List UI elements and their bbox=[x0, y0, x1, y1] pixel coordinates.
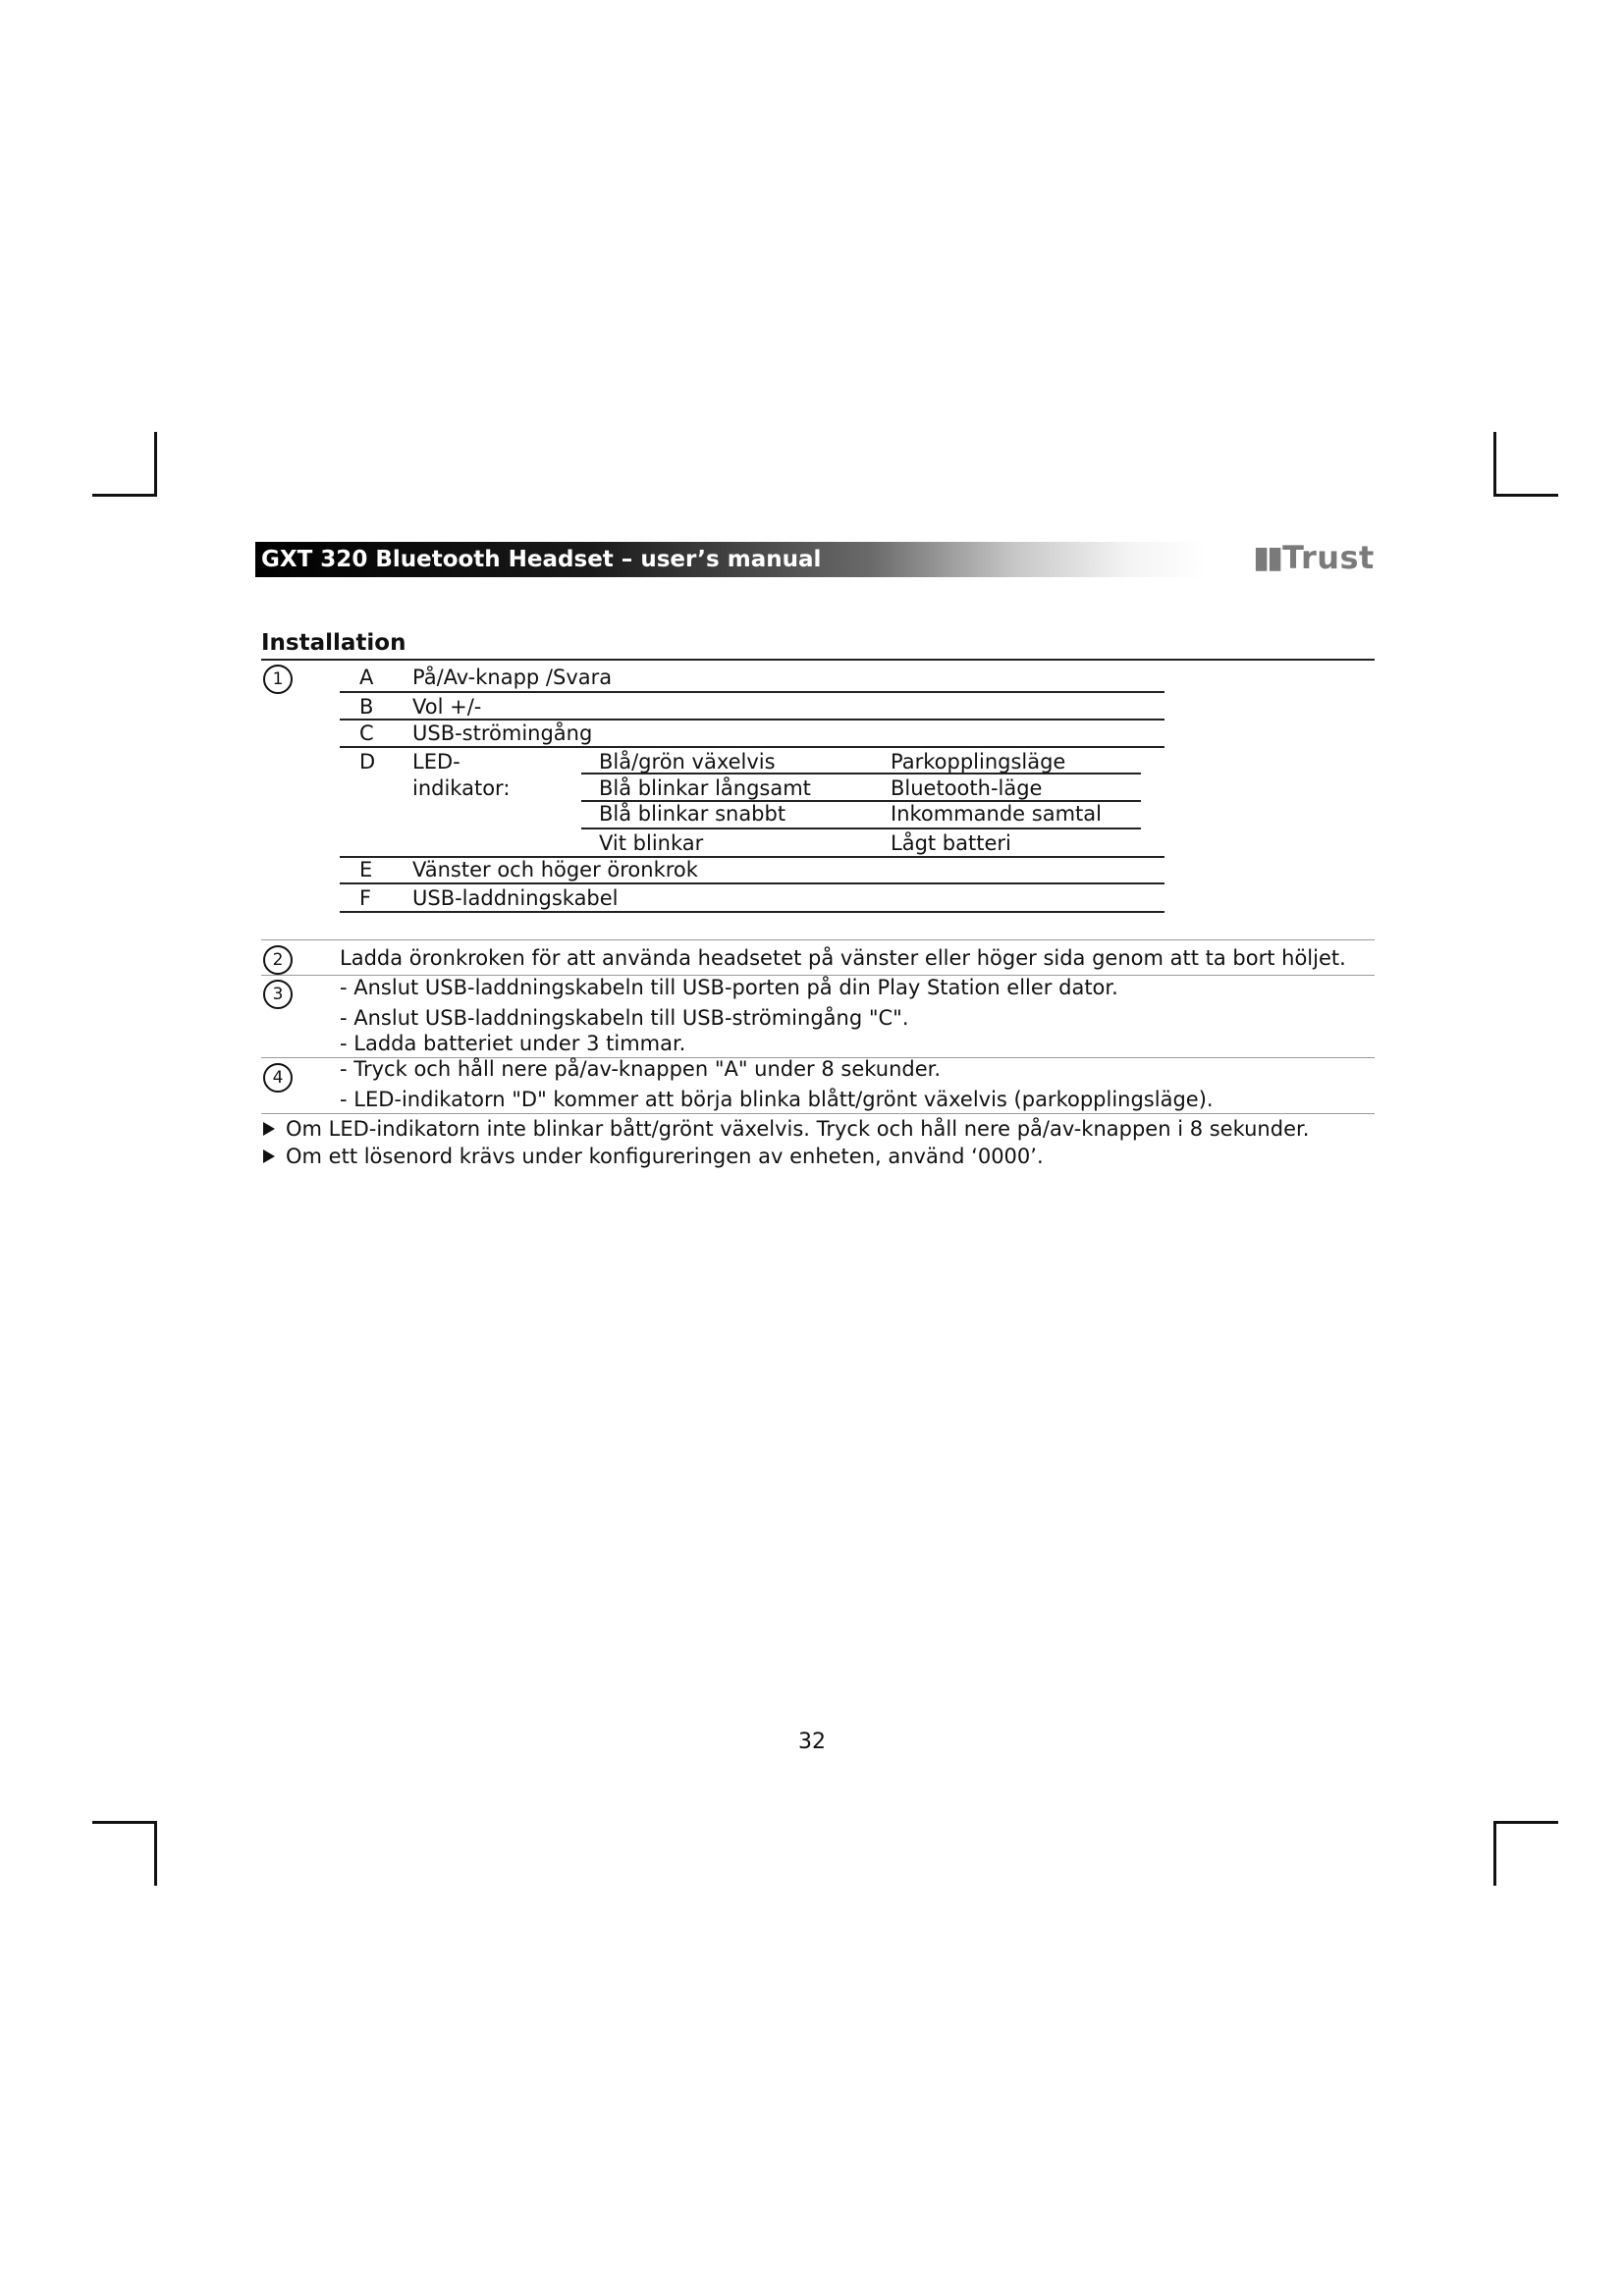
led-meaning: Inkommande samtal bbox=[891, 802, 1102, 826]
led-signal: Blå blinkar snabbt bbox=[599, 802, 786, 826]
part-letter-c: C bbox=[359, 721, 374, 745]
step-divider bbox=[261, 939, 1375, 940]
brand-name: Trust bbox=[1282, 539, 1375, 576]
table-rule bbox=[340, 911, 1164, 913]
step-4-line: - Tryck och håll nere på/av-knappen "A" under 8 sekunder. bbox=[340, 1057, 942, 1081]
part-label-a: På/Av-knapp /Svara bbox=[412, 666, 613, 689]
crop-mark-bottom-right-v bbox=[1493, 1821, 1496, 1886]
note-arrow-icon bbox=[263, 1149, 275, 1163]
led-rule bbox=[581, 828, 1141, 829]
led-meaning: Lågt batteri bbox=[891, 831, 1011, 855]
page-number: 32 bbox=[798, 1730, 826, 1754]
brand-logo bbox=[1253, 538, 1375, 577]
part-letter-a: A bbox=[359, 666, 374, 689]
led-meaning: Bluetooth-läge bbox=[891, 776, 1043, 800]
part-letter-b: B bbox=[359, 695, 374, 719]
step-1-icon: 1 bbox=[263, 665, 293, 694]
part-label-d-line1: LED- bbox=[412, 750, 460, 774]
note-text: Om LED-indikatorn inte blinkar bått/grönt växelvis. Tryck och håll nere på/av-knappen i 8 sekunder. bbox=[286, 1117, 1310, 1141]
part-label-b: Vol +/- bbox=[412, 695, 482, 719]
step-2-icon: 2 bbox=[263, 945, 293, 975]
section-rule bbox=[261, 659, 1375, 661]
part-letter-d: D bbox=[359, 750, 376, 774]
step-3-line: - Ladda batteriet under 3 timmar. bbox=[340, 1032, 686, 1055]
crop-mark-top-left-h bbox=[92, 494, 157, 497]
note-arrow-icon bbox=[263, 1122, 275, 1136]
part-label-f: USB-laddningskabel bbox=[412, 886, 619, 910]
led-meaning: Parkopplingsläge bbox=[891, 750, 1066, 774]
manual-title: GXT 320 Bluetooth Headset – user’s manual bbox=[261, 547, 822, 572]
part-label-d-line2: indikator: bbox=[412, 776, 511, 800]
crop-mark-top-right-v bbox=[1493, 432, 1496, 497]
part-letter-f: F bbox=[359, 886, 372, 910]
led-signal: Blå blinkar långsamt bbox=[599, 776, 811, 800]
step-divider bbox=[261, 1113, 1375, 1114]
table-rule bbox=[340, 719, 1164, 721]
crop-mark-bottom-left-v bbox=[154, 1821, 157, 1886]
trust-logo-icon: ▮▮ bbox=[1253, 540, 1281, 575]
part-letter-e: E bbox=[359, 858, 373, 881]
crop-mark-bottom-right-h bbox=[1493, 1821, 1558, 1824]
led-signal: Vit blinkar bbox=[599, 831, 704, 855]
crop-mark-top-left-v bbox=[154, 432, 157, 497]
part-label-c: USB-strömingång bbox=[412, 721, 593, 745]
section-title: Installation bbox=[261, 630, 406, 656]
crop-mark-bottom-left-h bbox=[92, 1821, 157, 1824]
table-rule bbox=[340, 882, 1164, 884]
table-rule bbox=[340, 746, 1164, 748]
step-3-line: - Anslut USB-laddningskabeln till USB-porten på din Play Station eller dator. bbox=[340, 976, 1118, 999]
step-2-text: Ladda öronkroken för att använda headsetet på vänster eller höger sida genom att ta bort höljet. bbox=[340, 946, 1346, 970]
part-label-e: Vänster och höger öronkrok bbox=[412, 858, 698, 881]
led-rule bbox=[581, 773, 1141, 774]
step-3-icon: 3 bbox=[263, 980, 293, 1009]
led-signal: Blå/grön växelvis bbox=[599, 750, 776, 774]
table-rule bbox=[340, 691, 1164, 693]
step-4-icon: 4 bbox=[263, 1063, 293, 1093]
step-4-line: - LED-indikatorn "D" kommer att börja blinka blått/grönt växelvis (parkopplingsläge). bbox=[340, 1088, 1214, 1111]
crop-mark-top-right-h bbox=[1493, 494, 1558, 497]
note-text: Om ett lösenord krävs under konfigureringen av enheten, använd ‘0000’. bbox=[286, 1145, 1044, 1168]
step-3-line: - Anslut USB-laddningskabeln till USB-strömingång "C". bbox=[340, 1006, 909, 1030]
